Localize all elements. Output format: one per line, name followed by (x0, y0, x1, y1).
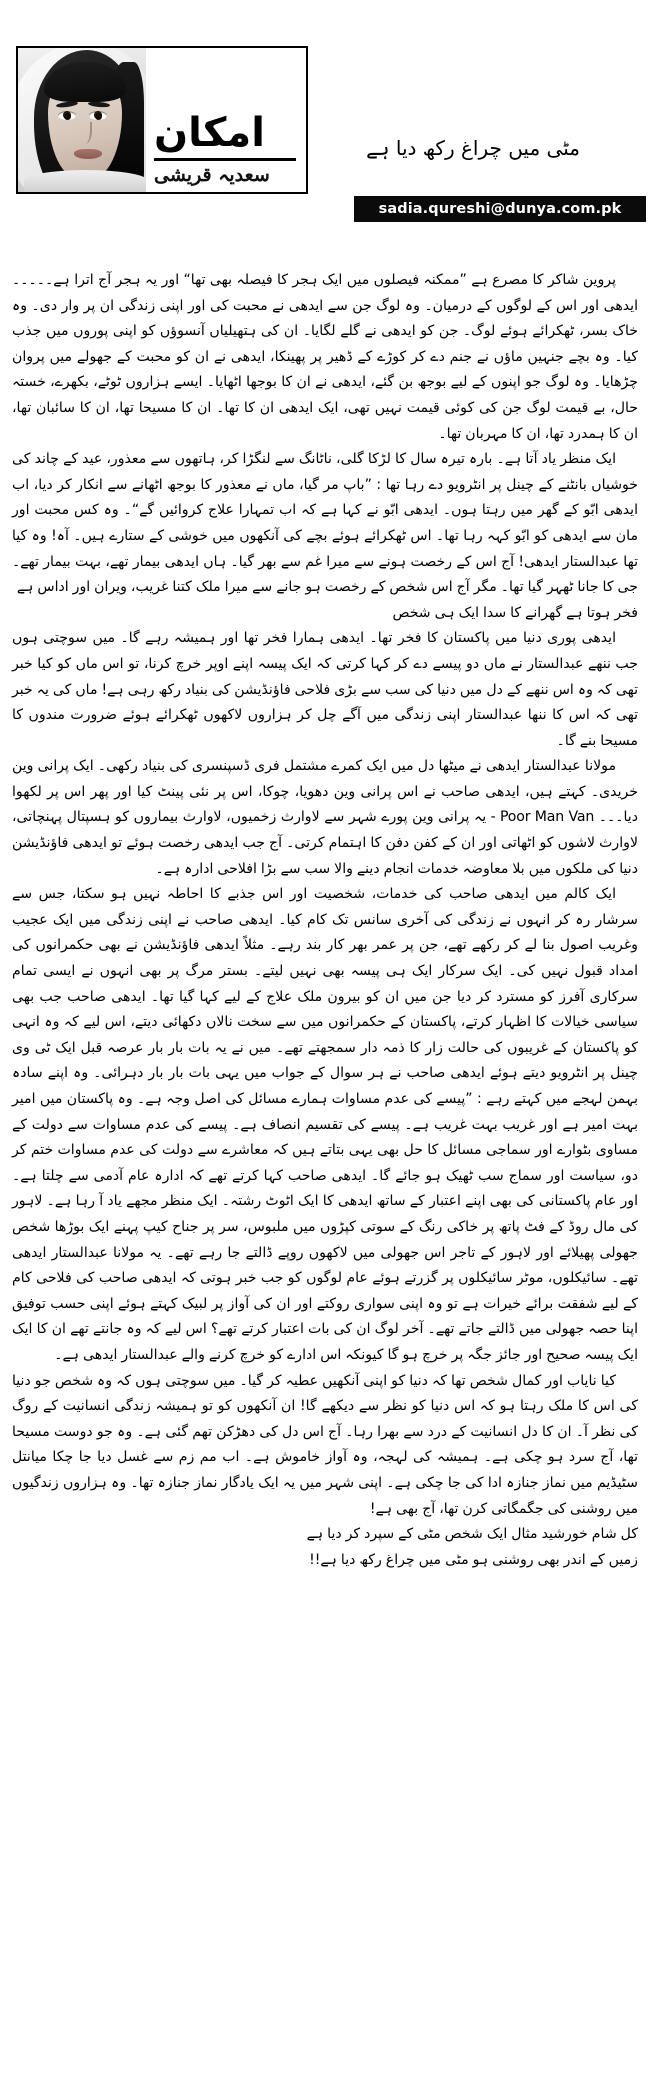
column-masthead (12, 46, 638, 206)
newspaper-column-page (0, 46, 650, 2083)
article-paragraph: پروین شاکر کا مصرع ہے ”ممکنہ فیصلوں میں ایک ہجر کا فیصلہ بھی تھا“ اور یہ ہجر آج اترا ہے۔۔۔۔۔ایدھی اور اس کے لوگوں کے درمیان۔ وہ لوگ جن سے ایدھی نے محبت کی اور اپنی زندگی ان پر وار دی۔ وہ خاک بسر، ٹھکرائے ہوئے لوگ۔ جن کو ایدھی نے گلے لگایا۔ ان کی ہتھیلیاں آنسوؤں کو اپنی پوروں میں جذب کیا۔ وہ بچے جنہیں ماؤں نے جنم دے کر کوڑے کے ڈھیر پر پھینکا، ایدھی نے ان کو محبت کے جھولے میں پروان چڑھایا۔ وہ لوگ جو اپنوں کے لیے بوجھ بن گئے، ایدھی نے ان کا بوجھا اٹھایا۔ ایسے ہزاروں ٹوٹے، بکھرے، خستہ حال، بے قیمت لوگ جن کی کوئی قیمت نہیں تھی، ایک ایدھی ان کا تھا۔ ان کا مسیحا تھا، ان کا سائبان تھا، ان کا ہمدرد تھا، ان کا مہربان تھا۔ (12, 272, 638, 442)
byline-box (16, 46, 308, 194)
closing-couplet-line: کل شام خورشید مثال ایک شخص مٹی کے سپرد کر دیا ہے (306, 1526, 638, 1543)
headline-area (308, 46, 638, 194)
author-photo (18, 48, 146, 192)
article-paragraph: ایک منظر یاد آتا ہے۔ بارہ تیرہ سال کا لڑکا گلی، ناٹانگ سے لنگڑا کر، ہاتھوں سے معذور، عید کے چاند کی خوشیاں بانٹنے کے چینل پر انٹرویو دے رہا تھا : ”باپ مر گیا، ماں نے معذور کا بوجھ اٹھانے سے انکار کر دیا، اب ایدھی ابّو کے گھر میں رہتا ہوں۔ ایدھی ابّو نے کہا ہے کہ اب تمہارا علاج کروائیں گے“۔ وہ کس محبت اور مان سے ایدھی کو ابّو کہہ رہا تھا۔ اس ٹھکرائے ہوئے بچے کی آنکھوں میں خوشی کے ستارے ہیں۔ آہ! وہ کیا تھا عبدالستار ایدھی! آج اس کے رخصت ہونے سے میرا غم سے بھر گیا۔ ہاں ایدھی بیمار تھے، بہت بیمار تھے۔ جی کا جانا ٹھہر گیا تھا۔ مگر آج اس شخص کے رخصت ہو جانے سے میرا ملک کتنا غریب، ویران اور اداس ہے (12, 451, 638, 596)
article-body (12, 268, 638, 1573)
author-email-bar[interactable] (354, 196, 646, 222)
closing-couplet-line: زمیں کے اندر بھی روشنی ہو مٹی میں چراغ رکھ دیا ہے!! (309, 1551, 638, 1568)
article-paragraph: مولانا عبدالستار ایدھی نے میٹھا دل میں ایک کمرے مشتمل فری ڈسپنسری کی بنیاد رکھی۔ ایک پرانی وین خریدی۔ کہتے ہیں، ایدھی صاحب نے اس پرانی وین دھویا، چوکا، اس پر نئی پینٹ کیا اور پھر اس پر لکھوا دیا۔۔۔ Poor Man Van - یہ پرانی وین پورے شہر سے لاوارث زخمیوں، لاوارث بیماروں کو ہسپتال پہنچاتی، لاوارث لاشوں کو اٹھاتی اور ان کے کفن دفن کا اہتمام کرتی۔ آج جب ایدھی رخصت ہوئے تو ایدھی فاؤنڈیشن دنیا کی ملکوں میں بلا معاوضہ خدمات انجام دینے والا سب سے بڑا افلاحی ادارہ ہے۔ (12, 758, 638, 877)
author-name: سعدیہ قریشی (154, 164, 270, 186)
article-paragraph: ایک کالم میں ایدھی صاحب کی خدمات، شخصیت اور اس جذبے کا احاطہ نہیں ہو سکتا، جس سے سرشار رہ کر انہوں نے زندگی کی آخری سانس تک کام کیا۔ ایدھی صاحب نے اپنی زندگی میں ایک عجیب وغریب اصول بنا لے کر رکھے تھے، جن پر عمر بھر کار بند رہے۔ مثلاً ایدھی فاؤنڈیشن نے بھی حکمرانوں کی امداد قبول نہیں کی۔ ایک سرکار ایک ہی پیسہ بھی نہیں لیتے۔ بستر مرگ پر بھی انہوں نے ایسی تمام سرکاری آفرز کو مسترد کر دیا جن میں ان کو بیرون ملک علاج کے لیے کہا گیا تھا۔ ایدھی صاحب جب بھی سیاسی خیالات کا اظہار کرتے، پاکستان کے حکمرانوں میں سے سخت نالاں دکھائی دیتے، اس لیے کہ وہ انہی کو پاکستان کے غریبوں کی حالت زار کا ذمہ دار سمجھتے تھے۔ میں نے یہ بات بار بار عرصہ قبل ایک ٹی وی چینل پر انٹرویو دیتے ہوئے ایدھی صاحب نے ہر سوال کے جواب میں یہی بات بار بار دہرائی۔ وہ اپنے سادہ بہمن لہجے میں کہتے رہے : ”پیسے کی عدم مساوات ہمارے مسائل کی اصل وجہ ہے۔ وہ پاکستان میں امیر بہت امیر ہے اور غریب بہت غریب ہے۔ پیسے کی تقسیم انصاف ہے۔ پیسے کی عدم مساوات سے دولت کے مساوی بٹوارے اور سماجی مسائل کا حل بھی یہی بتاتے ہیں کہ معاشرے سے دولت کی عدم مساوات ختم کر دو، سیاست اور سماج سب ٹھیک ہو جائے گا۔ ایدھی صاحب کہا کرتے تھے کہ ادارہ عام آدمی سے چلتا ہے۔ اور عام پاکستانی کی بھی اپنے اعتبار کے ساتھ ایدھی کا ایک اٹوٹ رشتہ۔ ایک منظر مجھے یاد آ رہا ہے۔ لاہور کی مال روڈ کے فٹ پاتھ پر خاکی رنگ کے سوتی کپڑوں میں ملبوس، سر پر جناح کیپ پہنے ایک بوڑھا شخص جھولی پھیلائے اور لاہور کے تاجر اس جھولی میں لاکھوں روپے ڈالتے جا رہے تھے۔ یہ مولانا عبدالستار ایدھی تھے۔ سائیکلوں، موٹر سائیکلوں پر گزرتے ہوئے عام لوگوں کو جب خبر ہوتی کہ ایدھی صاحب کی فلاحی کام کے لیے شفقت برائے خیرات ہے تو وہ اپنی سواری روکتے اور ان کی آواز پر لبیک کہتے ہوئے اپنی حسب توفیق اپنا حصہ جھولی میں ڈالتے جاتے تھے۔ آخر لوگ ان کی بات اعتبار کرتے تھے؟ اس لیے کہ وہ جانتے تھے ان کا ایک ایک پیسہ صحیح اور جائز جگہ پر خرچ ہو گا کیونکہ اس ادارے کو خرچ کرنے والے عبدالستار ایدھی ہے۔ (12, 886, 638, 1363)
column-title: امکان (154, 110, 265, 156)
author-email-text: sadia.qureshi@dunya.com.pk (378, 201, 622, 217)
article-headline: مٹی میں چراغ رکھ دیا ہے (366, 136, 580, 160)
title-divider-rule (154, 158, 296, 161)
shoulder-shape (24, 170, 146, 192)
lips-shape (74, 149, 102, 159)
byline-text-group (146, 48, 306, 192)
article-paragraph: ایدھی پوری دنیا میں پاکستان کا فخر تھا۔ ایدھی ہمارا فخر تھا اور ہمیشہ رہے گا۔ میں سوچتی ہوں جب ننھے عبدالستار نے ماں دو پیسے دے کر کہا کرتی کہ ایک پیسہ اپنے اوپر خرچ کرنا، تو اس ماں کو کیا خبر تھی کہ وہ اس ننھے کے دل میں دنیا کی سب سے بڑی فلاحی فاؤنڈیشن کی بنیاد رکھ رہی ہے! ماں کی یہ خبر تھی کہ اس کا ننھا عبدالستار اپنی زندگی میں آگے چل کر ہزاروں لاکھوں ٹھکرائے ہوئے ضرورت مندوں کا مسیحا بنے گا۔ (12, 630, 638, 749)
pupil-left-shape (64, 113, 71, 120)
article-paragraph: کیا نایاب اور کمال شخص تھا کہ دنیا کو اپنی آنکھیں عطیہ کر گیا۔ میں سوچتی ہوں کہ وہ شخص جو دنیا کی اس کا ملک رہتا ہو کہ اس دنیا کو نظر سے دیکھے گا! ان آنکھوں کو تو ہمیشہ زندگی انسانیت کے روگ کی نظر آ۔ ان کا دل انسانیت کے درد سے بھرا رہا۔ آج اس دل کی دھڑکن تھم گئی ہے۔ وہ جو دوست مسیحا تھا، آج سرد ہو چکی ہے۔ ہمیشہ کی لہجہ، وہ آواز خاموش ہے۔ اب مم زم سے غسل دیا جا چکا میانتل سٹیڈیم میں نماز جنازہ ادا کی جا چکی ہے۔ اپنی شہر میں یہ ایک یادگار نماز جنازہ تھا۔ وہ ہزاروں زندگیوں میں روشنی کی جگمگاتی کرن تھا، آج بھی ہے! (12, 1372, 638, 1517)
verse-line: فخر ہوتا ہے گھرانے کا سدا ایک ہی شخص (392, 604, 638, 621)
pupil-right-shape (95, 113, 102, 120)
